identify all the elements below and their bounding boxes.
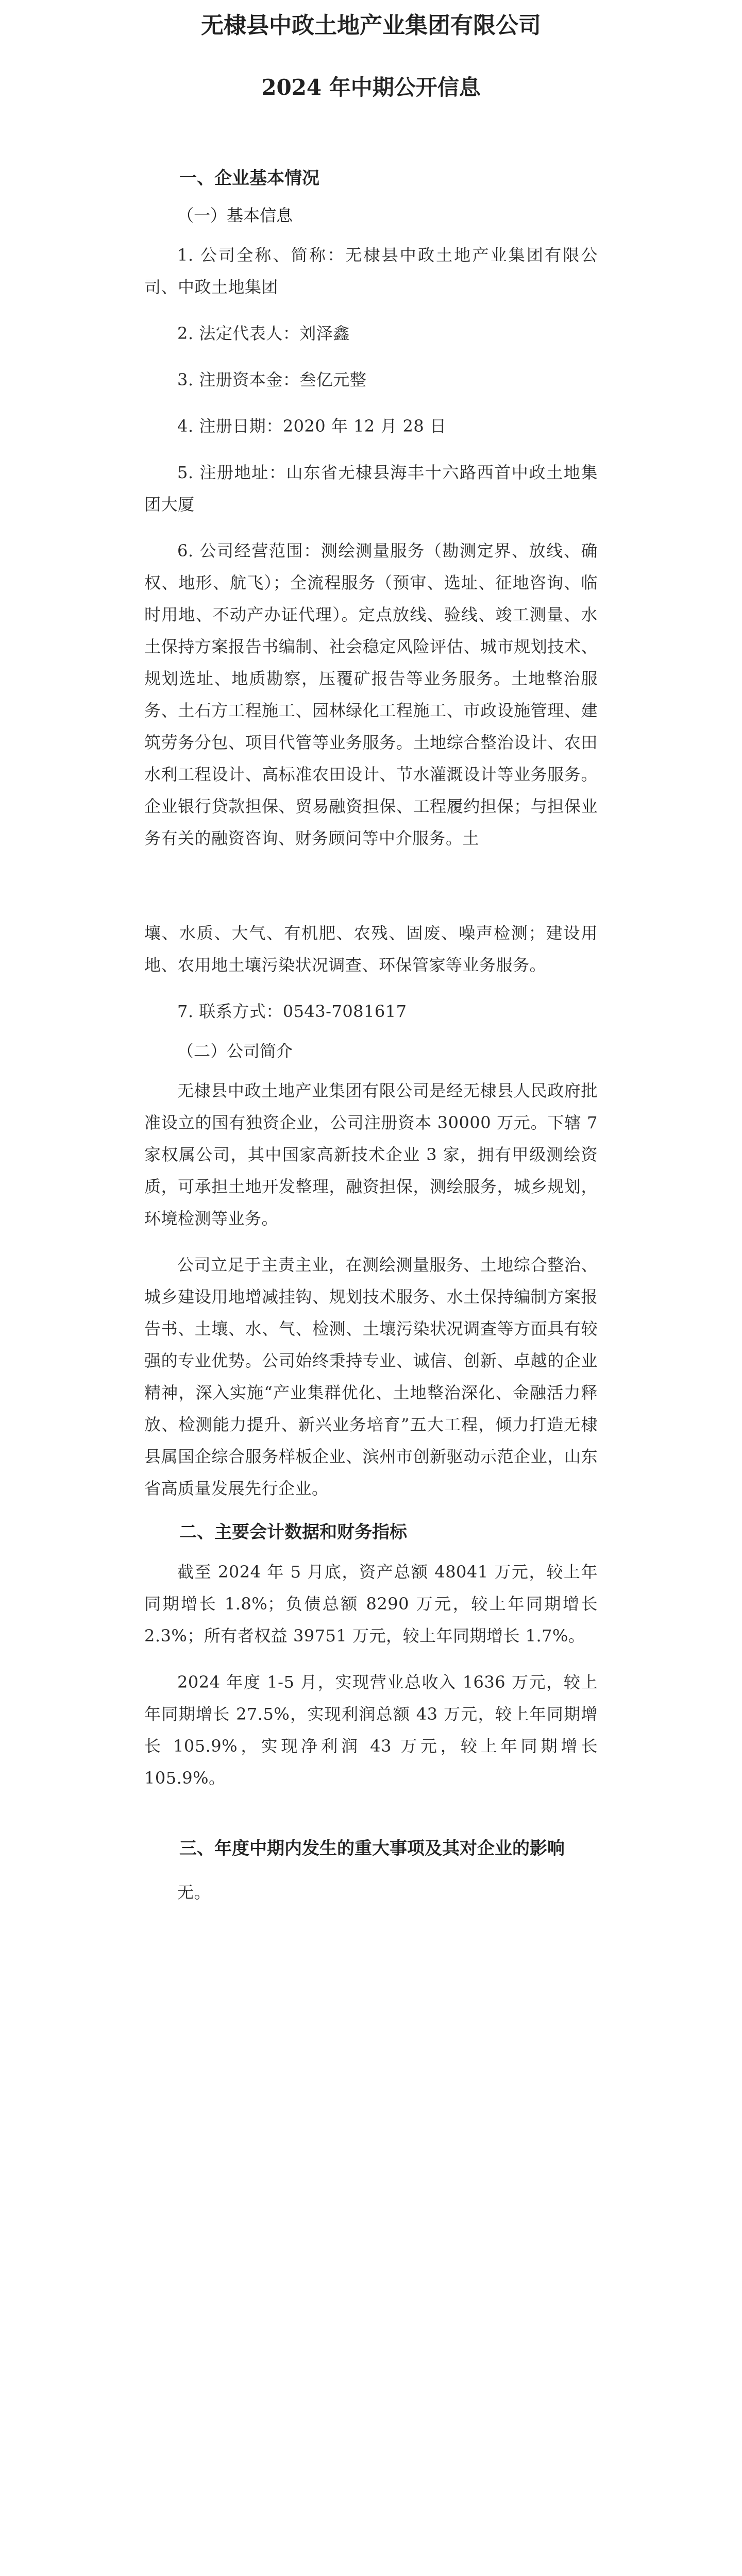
info-item-company-name: 1. 公司全称、简称：无棣县中政土地产业集团有限公司、中政土地集团 xyxy=(144,245,598,297)
subsection-heading-intro: （二）公司简介 xyxy=(177,1041,293,1061)
info-item-business-scope-cont: 壤、水质、大气、有机肥、农残、固废、噪声检测；建设用地、农用地土壤污染状况调查、环保管家等业务服务。 xyxy=(144,923,598,975)
major-events-paragraph: 无。 xyxy=(177,1883,211,1902)
subsection-heading-basic: （一）基本信息 xyxy=(177,206,293,225)
section-heading-financials: 二、主要会计数据和财务指标 xyxy=(179,1522,407,1543)
financial-paragraph-1: 截至 2024 年 5 月底，资产总额 48041 万元，较上年同期增长 1.8%；负债总额 8290 万元，较上年同期增长 2.3%；所有者权益 39751 万元，较上年同期增长 1.7%。 xyxy=(144,1562,598,1646)
section-heading-basic-info: 一、企业基本情况 xyxy=(179,168,319,189)
info-item-legal-rep: 2. 法定代表人：刘泽鑫 xyxy=(177,324,350,343)
info-item-contact: 7. 联系方式：0543-7081617 xyxy=(177,1002,407,1021)
info-item-address: 5. 注册地址：山东省无棣县海丰十六路西首中政土地集团大厦 xyxy=(144,463,598,514)
info-item-capital: 3. 注册资本金：叁亿元整 xyxy=(177,370,367,389)
document-subtitle: 2024 年中期公开信息 xyxy=(261,75,481,100)
info-item-business-scope: 6. 公司经营范围：测绘测量服务（勘测定界、放线、确权、地形、航飞）；全流程服务（预审、选址、征地咨询、临时用地、不动产办证代理）。定点放线、验线、竣工测量、水土保持方案报告书编制、社会稳定风险评估、城市规划技术、规划选址、地质勘察，压覆矿报告等业务服务。土地整治服务、土石方工程施工、园林绿化工程施工、市政设施管理、建筑劳务分包、项目代管等业务服务。土地综合整治设计、农田水利工程设计、高标准农田设计、节水灌溉设计等业务服务。企业银行贷款担保、贸易融资担保、工程履约担保；与担保业务有关的融资咨询、财务顾问等中介服务。土 xyxy=(144,541,598,848)
section-heading-major-events: 三、年度中期内发生的重大事项及其对企业的影响 xyxy=(179,1838,565,1859)
document-title: 无棣县中政土地产业集团有限公司 xyxy=(201,12,541,39)
intro-paragraph-2: 公司立足于主责主业，在测绘测量服务、土地综合整治、城乡建设用地增减挂钩、规划技术服务、水土保持编制方案报告书、土壤、水、气、检测、土壤污染状况调查等方面具有较强的专业优势。公司始终秉持专业、诚信、创新、卓越的企业精神，深入实施“产业集群优化、土地整治深化、金融活力释放、检测能力提升、新兴业务培育”五大工程，倾力打造无棣县属国企综合服务样板企业、滨州市创新驱动示范企业，山东省高质量发展先行企业。 xyxy=(144,1255,598,1498)
info-item-reg-date: 4. 注册日期：2020 年 12 月 28 日 xyxy=(177,416,447,436)
intro-paragraph-1: 无棣县中政土地产业集团有限公司是经无棣县人民政府批准设立的国有独资企业，公司注册资本 30000 万元。下辖 7 家权属公司，其中国家高新技术企业 3 家，拥有甲级测绘资质，可承担土地开发整理，融资担保，测绘服务，城乡规划，环境检测等业务。 xyxy=(144,1081,598,1228)
financial-paragraph-2: 2024 年度 1-5 月，实现营业总收入 1636 万元，较上年同期增长 27.5%，实现利润总额 43 万元，较上年同期增长 105.9%，实现净利润 43 万元，较上年同期增长 105.9%。 xyxy=(144,1672,598,1788)
